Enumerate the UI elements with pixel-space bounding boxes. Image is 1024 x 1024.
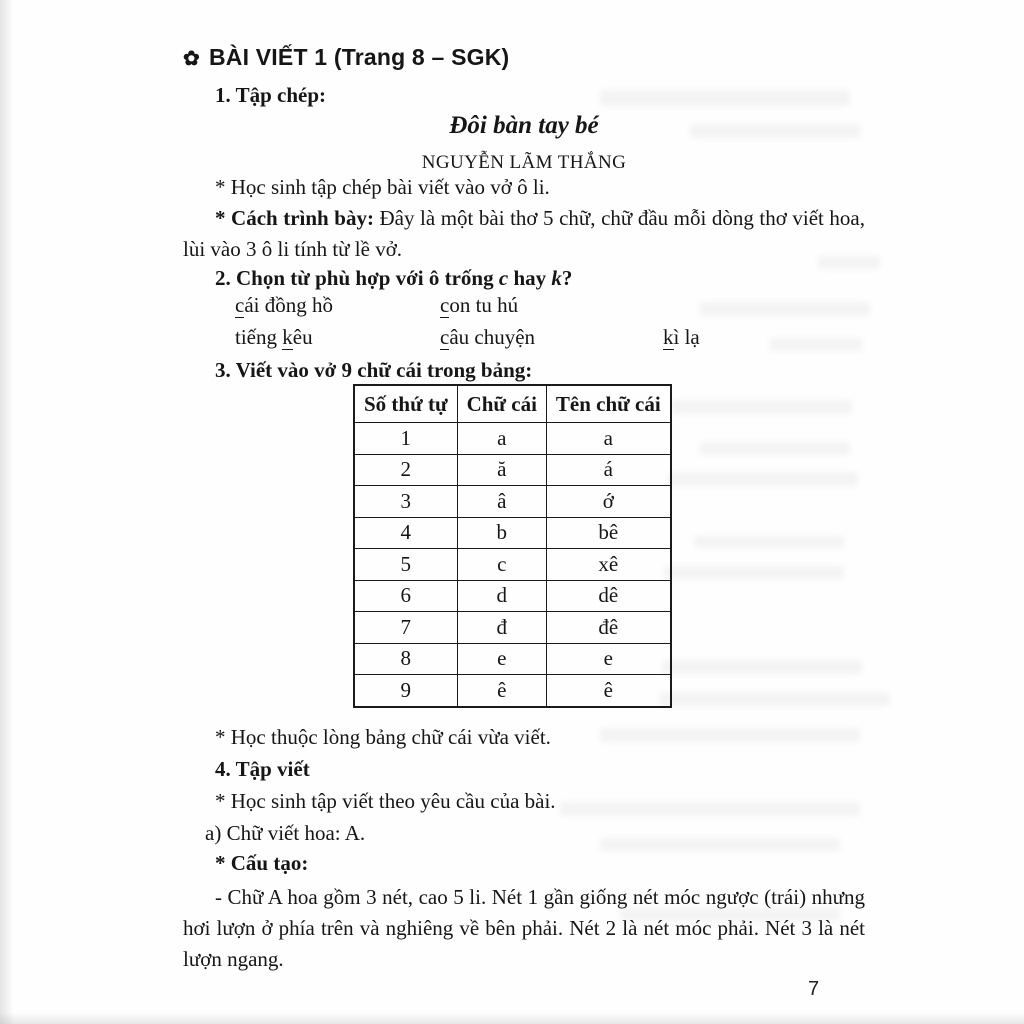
cell-stt: 9 bbox=[354, 675, 457, 707]
table-row bbox=[354, 580, 671, 612]
photo-left-edge bbox=[0, 0, 14, 1024]
note-presentation-rest: Đây là một bài thơ 5 chữ, chữ đầu mỗi dòng thơ viết hoa, lùi vào 3 ô li tính từ lề vở. bbox=[183, 206, 865, 261]
cell-stt: 3 bbox=[354, 486, 457, 518]
letter-c-option: c bbox=[498, 266, 509, 290]
cell-stt: 7 bbox=[354, 612, 457, 644]
cell-name: ê bbox=[546, 675, 670, 707]
word-rest: ái đồng hồ bbox=[244, 293, 333, 317]
column-header-ten-chu-cai: Tên chữ cái bbox=[546, 385, 670, 423]
cell-letter: đ bbox=[457, 612, 546, 644]
cell-letter: ă bbox=[457, 454, 546, 486]
bleed-through bbox=[672, 400, 852, 414]
section-2-label-mid: hay bbox=[508, 266, 552, 290]
word-ki-la bbox=[663, 325, 700, 350]
lesson-heading bbox=[183, 42, 865, 75]
cell-stt: 2 bbox=[354, 454, 457, 486]
table-row bbox=[354, 675, 671, 707]
word-row-1 bbox=[183, 293, 903, 318]
cell-stt: 8 bbox=[354, 643, 457, 675]
note-practice: * Học sinh tập viết theo yêu cầu của bài. bbox=[215, 789, 556, 813]
table-row bbox=[354, 549, 671, 581]
flower-icon: ✿ bbox=[183, 48, 200, 70]
underlined-letter: c bbox=[235, 293, 245, 317]
cell-letter: d bbox=[457, 580, 546, 612]
word-tieng-keu bbox=[235, 325, 440, 350]
note-copy: * Học sinh tập chép bài viết vào vở ô li. bbox=[215, 175, 550, 199]
poem-author: NGUYỄN LÃM THẮNG bbox=[421, 152, 627, 173]
cell-letter: e bbox=[457, 643, 546, 675]
cell-name: đê bbox=[546, 612, 670, 644]
word-pre: tiếng bbox=[235, 325, 283, 349]
cell-letter: a bbox=[457, 423, 546, 455]
cell-name: dê bbox=[546, 580, 670, 612]
cell-name: bê bbox=[546, 517, 670, 549]
table-row bbox=[354, 517, 671, 549]
structure-paragraph: - Chữ A hoa gồm 3 nét, cao 5 li. Nét 1 gần giống nét móc ngược (trái) nhưng hơi lượn ở phía trên và nghiêng về bên phải. Nét 2 là nét móc phải. Nét 3 là nét lượn ngang. bbox=[183, 885, 865, 971]
cell-stt: 4 bbox=[354, 517, 457, 549]
note-presentation bbox=[183, 203, 865, 265]
item-a-capital-letter: a) Chữ viết hoa: A. bbox=[205, 821, 366, 845]
bleed-through bbox=[700, 442, 850, 455]
word-rest: âu chuyện bbox=[449, 325, 536, 349]
word-cai-dong-ho bbox=[235, 293, 440, 318]
cell-name: ớ bbox=[546, 486, 670, 518]
cell-name: a bbox=[546, 423, 670, 455]
section-1-label: 1. Tập chép: bbox=[215, 83, 327, 107]
poem-title: Đôi bàn tay bé bbox=[449, 112, 599, 139]
underlined-letter: k bbox=[663, 325, 674, 349]
note-memorize: * Học thuộc lòng bảng chữ cái vừa viết. bbox=[215, 725, 551, 749]
bleed-through bbox=[664, 566, 844, 579]
cell-name: e bbox=[546, 643, 670, 675]
cell-letter: ê bbox=[457, 675, 546, 707]
bleed-through bbox=[694, 536, 844, 548]
page-number: 7 bbox=[808, 978, 820, 1000]
photo-bottom-edge bbox=[0, 1012, 1024, 1024]
cell-name: á bbox=[546, 454, 670, 486]
word-con-tu-hu bbox=[440, 293, 663, 318]
column-header-chu-cai: Chữ cái bbox=[457, 385, 546, 423]
table-header-row bbox=[354, 385, 671, 423]
alphabet-table bbox=[353, 384, 672, 708]
letter-k-option: k bbox=[551, 266, 562, 290]
word-rest: êu bbox=[292, 325, 313, 349]
cell-stt: 5 bbox=[354, 549, 457, 581]
cell-letter: c bbox=[457, 549, 546, 581]
note-presentation-lead: * Cách trình bày: bbox=[215, 206, 374, 230]
underlined-letter: k bbox=[282, 325, 293, 349]
table-row bbox=[354, 486, 671, 518]
column-header-stt: Số thứ tự bbox=[354, 385, 457, 423]
word-rest: ì lạ bbox=[673, 325, 700, 349]
cell-letter: b bbox=[457, 517, 546, 549]
lesson-heading-title: BÀI VIẾT 1 (Trang 8 – SGK) bbox=[208, 44, 510, 70]
cell-letter: â bbox=[457, 486, 546, 518]
bleed-through bbox=[662, 660, 862, 674]
note-structure-label: * Cấu tạo: bbox=[215, 851, 309, 875]
section-2-label bbox=[183, 263, 865, 294]
bleed-through bbox=[668, 472, 858, 486]
cell-stt: 6 bbox=[354, 580, 457, 612]
word-rest: on tu hú bbox=[449, 293, 519, 317]
word-row-2 bbox=[183, 325, 903, 350]
table-row bbox=[354, 454, 671, 486]
underlined-letter: c bbox=[440, 293, 450, 317]
bleed-through bbox=[660, 692, 890, 706]
cell-stt: 1 bbox=[354, 423, 457, 455]
section-4-label: 4. Tập viết bbox=[215, 757, 310, 781]
section-3-label: 3. Viết vào vở 9 chữ cái trong bảng: bbox=[215, 358, 533, 382]
underlined-letter: c bbox=[440, 325, 450, 349]
table-row bbox=[354, 423, 671, 455]
section-2-label-end: ? bbox=[561, 266, 573, 290]
table-row bbox=[354, 643, 671, 675]
section-2-label-text: 2. Chọn từ phù hợp với ô trống bbox=[215, 266, 499, 290]
table-row bbox=[354, 612, 671, 644]
cell-name: xê bbox=[546, 549, 670, 581]
word-cau-chuyen bbox=[440, 325, 663, 350]
